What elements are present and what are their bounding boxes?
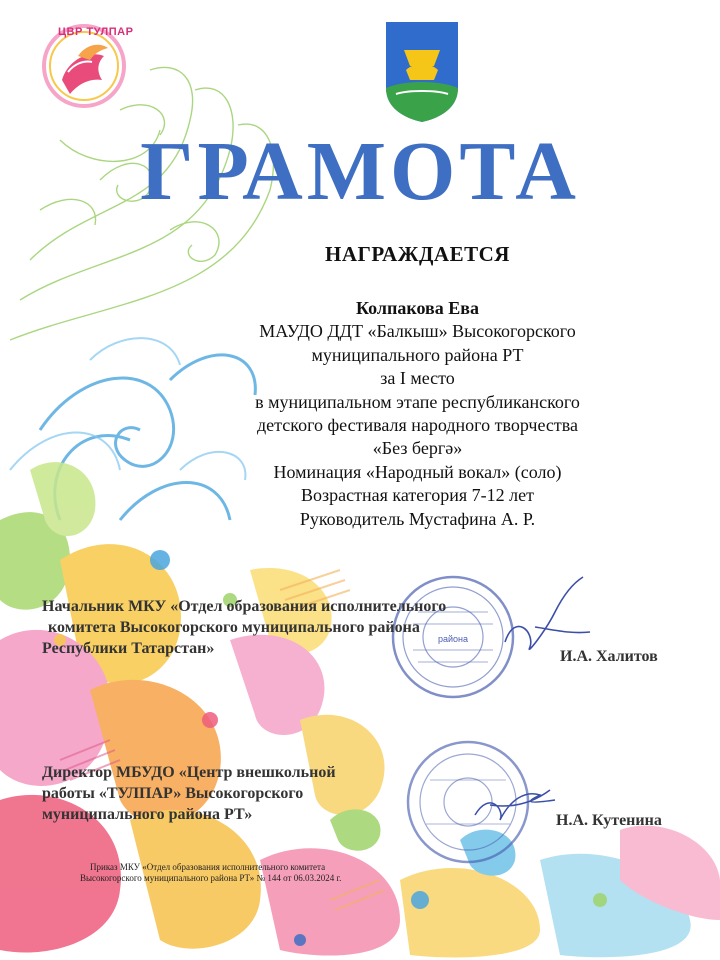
signatory-1-line-2: комитета Высокогорского муниципального района — [48, 619, 420, 636]
signatory-2-line-1: Директор МБУДО «Центр внешкольной — [42, 764, 336, 781]
order-footnote — [80, 862, 420, 884]
signatory-1-line-3: Республики Татарстан» — [42, 640, 215, 657]
footnote-line-2: Высокогорского муниципального района РТ» № 144 от 06.03.2024 г. — [80, 873, 342, 883]
event-name: «Без бергә» — [372, 438, 463, 459]
footnote-line-1: Приказ МКУ «Отдел образования исполнительного комитета — [90, 862, 326, 872]
stamp-text: района — [437, 634, 469, 644]
signatory-2-line-2: работы «ТУЛПАР» Высокогорского — [42, 785, 304, 802]
recipient-block — [200, 297, 635, 531]
event-line-1: в муниципальном этапе республиканского — [255, 391, 580, 412]
event-line-2: детского фестиваля народного творчества — [257, 415, 578, 436]
recipient-org-line-2: муниципального района РТ — [311, 344, 524, 365]
signatory-1-name: И.А. Халитов — [560, 648, 658, 665]
supervisor: Руководитель Мустафина А. Р. — [299, 508, 536, 529]
nomination: Номинация «Народный вокал» (соло) — [273, 461, 562, 482]
awarded-heading: НАГРАЖДАЕТСЯ — [325, 242, 510, 266]
signatory-2-title — [42, 762, 422, 825]
signatory-2-line-3: муниципального района РТ» — [42, 806, 253, 823]
age-category: Возрастная категория 7-12 лет — [301, 485, 534, 506]
page-title: ГРАМОТА — [140, 125, 580, 218]
signatory-1-line-1: Начальник МКУ «Отдел образования исполнительного — [42, 598, 447, 615]
signature-2 — [470, 770, 560, 830]
recipient-name: Колпакова Ева — [355, 298, 480, 318]
signatory-2-name: Н.А. Кутенина — [556, 812, 662, 829]
award-place: за I место — [380, 368, 455, 389]
coat-of-arms-icon — [384, 20, 460, 124]
signatory-1-title — [42, 596, 562, 659]
logo-caption: ЦВР ТУЛПАР — [58, 26, 134, 38]
recipient-org-line-1: МАУДО ДДТ «Балкыш» Высокогорского — [259, 321, 576, 342]
